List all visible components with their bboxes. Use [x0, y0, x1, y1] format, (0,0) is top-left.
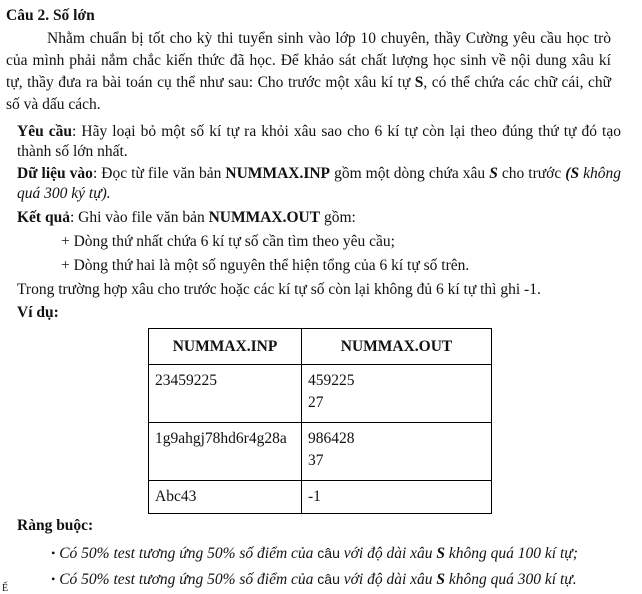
bullet-icon: •	[51, 546, 56, 560]
intro-line-3	[6, 73, 611, 93]
output-text-1: : Ghi vào file văn bản	[69, 209, 209, 226]
row-2-output	[302, 423, 492, 481]
constraint-2-post: không quá 300 kí tự.	[445, 571, 577, 588]
request-text-2: thành số lớn nhất.	[17, 143, 128, 160]
output-filename: NUMMAX.OUT	[208, 209, 321, 226]
intro-text-3b: , có thể chứa các chữ cái, chữ	[423, 74, 611, 91]
row-1-input	[149, 365, 302, 423]
constraint-item-2	[51, 569, 577, 590]
input-note-text: không	[579, 165, 621, 182]
output-line-1	[17, 208, 356, 228]
input-s-symbol: S	[489, 165, 498, 182]
row-1-output-line-1: 459225	[308, 372, 355, 389]
row-3-output	[302, 481, 492, 514]
constraint-2-mid: với độ dài xâu	[339, 571, 437, 588]
string-s-symbol: S	[414, 74, 424, 91]
constraint-item-1	[51, 543, 578, 564]
header-output: NUMMAX.OUT	[302, 329, 492, 365]
constraint-1-s: S	[436, 545, 446, 562]
output-text-2: gồm:	[320, 209, 356, 226]
row-2-output-line-2: 37	[308, 452, 324, 469]
intro-text-4: số và dấu cách.	[6, 96, 101, 113]
input-note-open: (	[565, 165, 571, 182]
request-text-1: : Hãy loại bỏ một số kí tự ra khỏi xâu sao cho 6 kí tự còn lại theo đúng thứ tự đó tạo	[72, 123, 621, 140]
input-text-1: : Đọc từ file văn bản	[92, 165, 226, 182]
intro-line-1	[47, 29, 611, 49]
constraint-2-cau: câu	[317, 571, 340, 587]
constraint-1-post: không quá 100 kí tự;	[445, 545, 578, 562]
input-note-s: S	[570, 165, 580, 182]
row-2-input	[149, 423, 302, 481]
constraint-1-cau: câu	[317, 545, 340, 561]
intro-text-2: của mình phải nắm chắc kiến thức đã học. Để khảo sát chất lượng học sinh về nội dung xâu kí	[6, 52, 611, 69]
input-text-2: gồm một dòng chứa xâu	[330, 165, 490, 182]
table-row	[149, 423, 492, 481]
input-line-1	[17, 164, 621, 184]
row-3-input-value: Abc43	[155, 488, 197, 505]
row-3-input	[149, 481, 302, 514]
input-filename: NUMMAX.INP	[225, 165, 331, 182]
constraint-2-s: S	[436, 571, 446, 588]
input-label: Dữ liệu vào	[17, 165, 93, 182]
request-line-2	[17, 142, 128, 162]
constraint-2-pre: Có 50% test tương ứng 50% số điểm của	[59, 571, 318, 588]
row-2-output-line-1: 986428	[308, 430, 355, 447]
constraints-label: Ràng buộc:	[17, 517, 94, 534]
constraint-1-mid: với độ dài xâu	[339, 545, 437, 562]
input-line-2	[17, 184, 111, 204]
table-header-row	[149, 329, 492, 365]
request-line-1	[17, 122, 621, 142]
row-1-output-line-2: 27	[308, 394, 324, 411]
cut-off-text-fragment: Ế	[2, 583, 9, 594]
row-1-output	[302, 365, 492, 423]
problem-title: Câu 2. Số lớn	[6, 7, 95, 24]
example-table	[148, 328, 492, 514]
header-input: NUMMAX.INP	[149, 329, 302, 365]
table-row	[149, 481, 492, 514]
output-item-2: + Dòng thứ hai là một số nguyên thể hiện tổng của 6 kí tự số trên.	[61, 257, 470, 274]
intro-text-1: Nhằm chuẩn bị tốt cho kỳ thi tuyển sinh vào lớp 10 chuyên, thầy Cường yêu cầu học trò	[47, 30, 611, 47]
constraint-1-pre: Có 50% test tương ứng 50% số điểm của	[59, 545, 318, 562]
row-2-input-value: 1g9ahgj78hd6r4g28a	[155, 430, 287, 447]
example-label: Ví dụ:	[17, 304, 59, 321]
row-1-input-value: 23459225	[155, 372, 217, 389]
input-note-end: quá 300 ký tự).	[17, 185, 111, 202]
output-item-1: + Dòng thứ nhất chứa 6 kí tự số cần tìm theo yêu cầu;	[61, 233, 395, 250]
input-text-3: cho trước	[497, 165, 566, 182]
output-label: Kết quả	[17, 209, 70, 226]
bullet-icon: •	[51, 572, 56, 586]
intro-line-4	[6, 95, 101, 115]
fallback-rule: Trong trường hợp xâu cho trước hoặc các kí tự số còn lại không đủ 6 kí tự thì ghi -1.	[17, 281, 541, 298]
table-row	[149, 365, 492, 423]
row-3-output-line-1: -1	[308, 488, 321, 505]
intro-line-2	[6, 51, 611, 71]
intro-text-3a: tự, thầy đưa ra bài toán cụ thể như sau: Cho trước một xâu kí tự	[6, 74, 415, 91]
request-label: Yêu cầu	[17, 123, 73, 140]
